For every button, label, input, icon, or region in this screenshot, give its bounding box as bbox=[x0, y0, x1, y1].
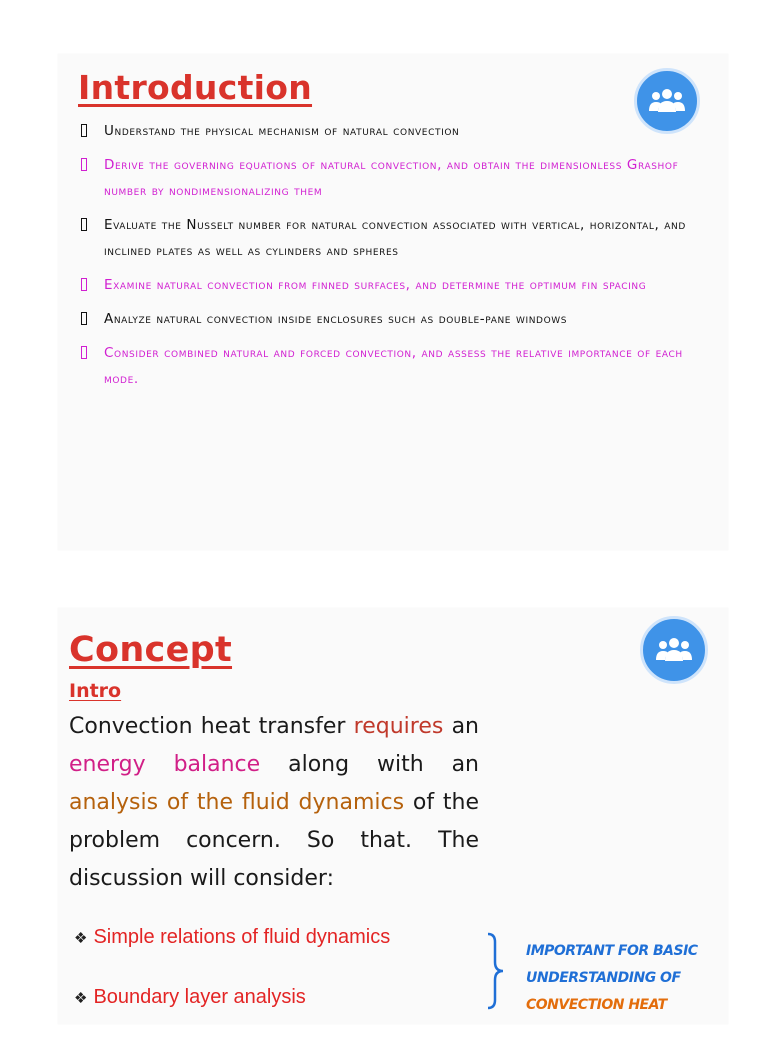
objectives-list bbox=[78, 118, 708, 400]
list-item: ❖ Simple relations of fluid dynamics bbox=[74, 926, 391, 948]
square-bullet-icon bbox=[81, 312, 87, 325]
section-subtitle: Intro bbox=[69, 680, 122, 702]
list-item: Examine natural convection from finned surfaces, and determine the optimum fin spacing bbox=[78, 272, 708, 298]
list-item: ❖ Boundary layer analysis bbox=[74, 986, 306, 1008]
concept-slide bbox=[58, 608, 728, 1024]
highlight-fluid-dynamics: analysis of the fluid dynamics bbox=[69, 790, 405, 815]
list-item: Analyze natural convection inside enclosures such as double-pane windows bbox=[78, 306, 708, 332]
list-item: Consider combined natural and forced convection, and assess the relative importance of each mode. bbox=[78, 340, 708, 392]
list-item: Derive the governing equations of natural convection, and obtain the dimensionless Grashof number by nondimensionalizing them bbox=[78, 152, 708, 204]
people-group-icon bbox=[640, 616, 708, 684]
slide-title: Concept bbox=[69, 630, 233, 670]
diamond-star-bullet-icon: ❖ bbox=[74, 930, 88, 947]
list-item: Evaluate the Nusselt number for natural convection associated with vertical, horizontal, and inclined plates as well as cylinders and spheres bbox=[78, 212, 708, 264]
highlight-energy-balance: energy balance bbox=[69, 752, 261, 777]
right-curly-brace-icon bbox=[486, 932, 506, 1010]
highlight-requires: requires bbox=[353, 714, 444, 739]
annotation-note: IMPORTANT FOR BASIC UNDERSTANDING OF CONVECTION HEAT bbox=[526, 943, 698, 1013]
introduction-slide bbox=[58, 54, 728, 550]
square-bullet-icon bbox=[81, 218, 87, 231]
list-item: Understand the physical mechanism of natural convection bbox=[78, 118, 708, 144]
square-bullet-icon bbox=[81, 158, 87, 171]
square-bullet-icon bbox=[81, 278, 87, 291]
diamond-star-bullet-icon: ❖ bbox=[74, 990, 88, 1007]
relations-list bbox=[74, 926, 390, 1046]
slide-title: Introduction bbox=[78, 68, 313, 107]
square-bullet-icon bbox=[81, 346, 87, 359]
square-bullet-icon bbox=[81, 124, 87, 137]
intro-paragraph: Convection heat transfer requires an energy balance along with an analysis of the fluid dynamics of the problem concern. So that. The discussion will consider: bbox=[69, 714, 479, 891]
